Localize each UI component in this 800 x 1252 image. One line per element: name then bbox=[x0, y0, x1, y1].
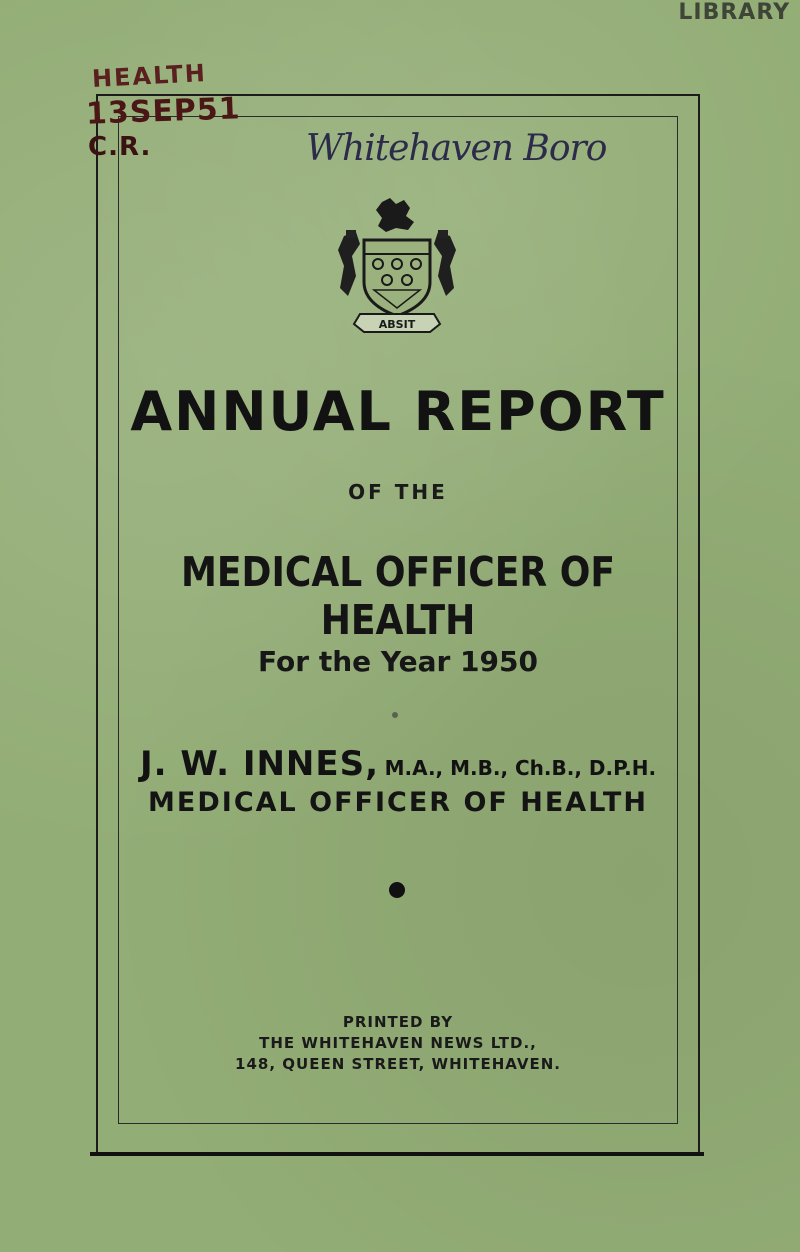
stamp-date: 13SEP51 bbox=[85, 91, 242, 132]
author-qualifications: M.A., M.B., Ch.B., D.P.H. bbox=[384, 756, 657, 780]
library-corner-text: LIBRARY bbox=[678, 0, 790, 25]
stamp-department: HEALTH bbox=[91, 59, 208, 93]
ornament-dot bbox=[389, 882, 405, 898]
handwritten-annotation: Whitehaven Boro bbox=[306, 128, 607, 169]
borough-crest bbox=[330, 196, 464, 336]
office-heading: MEDICAL OFFICER OF HEALTH bbox=[180, 548, 616, 644]
crest-icon bbox=[330, 196, 464, 336]
report-title: ANNUAL REPORT bbox=[130, 380, 666, 443]
printer-line-2: THE WHITEHAVEN NEWS LTD., bbox=[259, 1034, 537, 1052]
author-role: MEDICAL OFFICER OF HEALTH bbox=[148, 787, 648, 818]
printer-imprint bbox=[118, 1012, 678, 1075]
author-line bbox=[118, 744, 678, 784]
printer-line-3: 148, QUEEN STREET, WHITEHAVEN. bbox=[235, 1055, 561, 1073]
author-name: J. W. INNES, bbox=[139, 744, 380, 784]
printer-line-1: PRINTED BY bbox=[342, 1013, 454, 1031]
stamp-reference: C.R. bbox=[88, 132, 152, 162]
ornament-dot-small bbox=[392, 712, 398, 718]
crest-motto: ABSIT bbox=[378, 318, 416, 331]
bottom-rule bbox=[90, 1152, 704, 1156]
received-stamp bbox=[74, 60, 274, 170]
report-year-line: For the Year 1950 bbox=[258, 645, 538, 678]
of-the-line: OF THE bbox=[348, 480, 448, 504]
